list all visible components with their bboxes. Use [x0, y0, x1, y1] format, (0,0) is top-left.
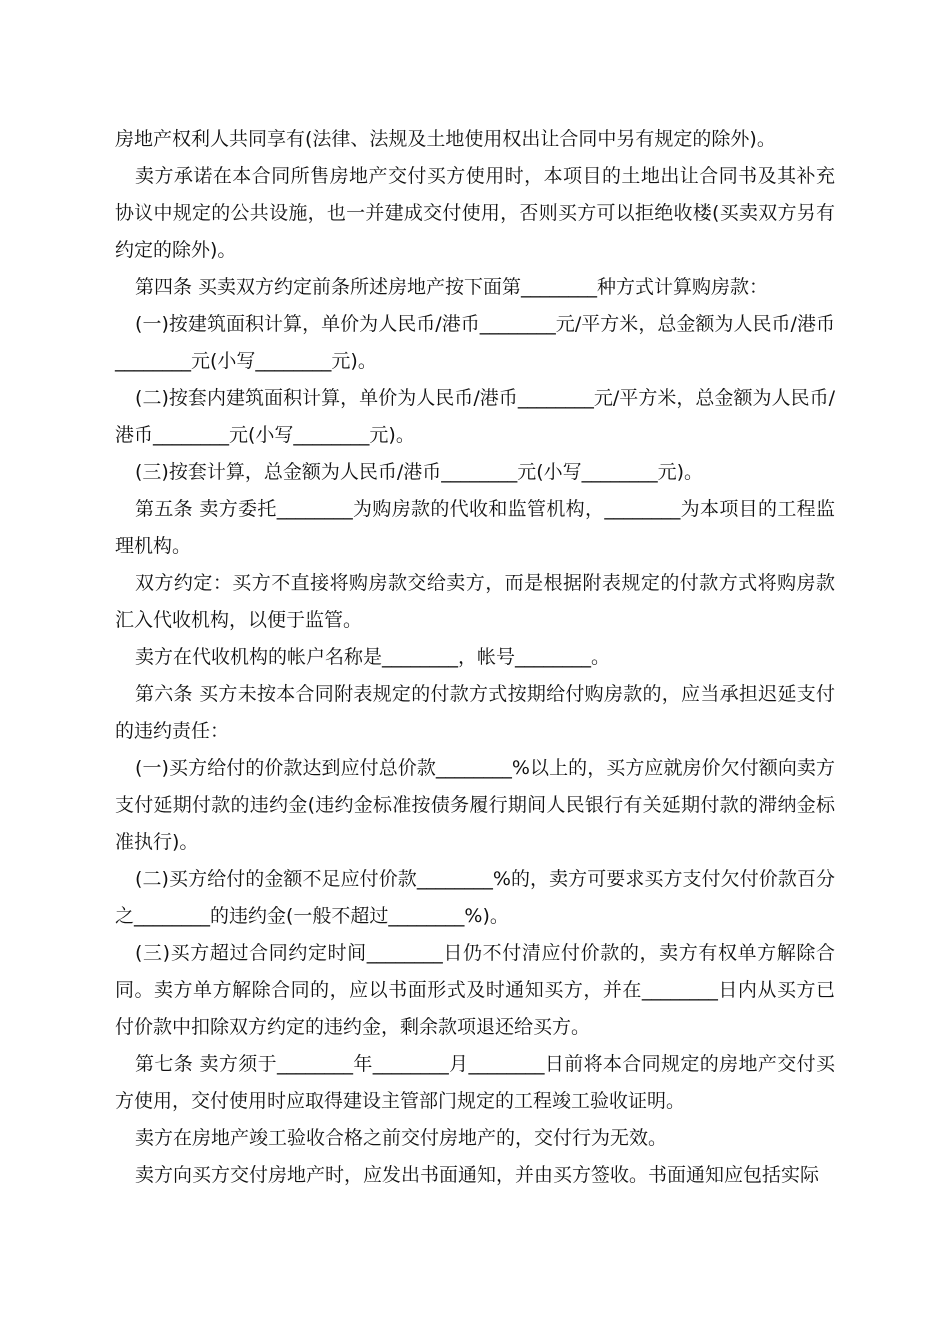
- paragraph-delivery-invalid: 卖方在房地产竣工验收合格之前交付房地产的，交付行为无效。: [135, 1127, 668, 1149]
- paragraph-article-6: 第六条 买方未按本合同附表规定的付款方式按期给付购房款的，应当承担迟延支付的违约责任：: [115, 683, 835, 742]
- paragraph-method-2-inner-area: (二)按套内建筑面积计算，单价为人民币/港币________元/平方米，总金额为人民币/港币________元(小写________元)。: [115, 387, 835, 446]
- paragraph-article-5: 第五条 卖方委托________为购房款的代收和监管机构，________为本项目的工程监理机构。: [115, 498, 835, 557]
- paragraph-account-info: 卖方在代收机构的帐户名称是________，帐号________。: [135, 646, 611, 668]
- paragraph-breach-3: (三)买方超过合同约定时间________日仍不付清应付价款的，卖方有权单方解除合同。卖方单方解除合同的，应以书面形式及时通知买方，并在________日内从买方已付价款中扣除双方约定的违约金，剩余款项退还给买方。: [115, 942, 835, 1038]
- paragraph-breach-1: (一)买方给付的价款达到应付总价款________%以上的，买方应就房价欠付额向卖方支付延期付款的违约金(违约金标准按债务履行期间人民银行有关延期付款的滞纳金标准执行)。: [115, 757, 835, 853]
- paragraph-payment-agreement: 双方约定：买方不直接将购房款交给卖方，而是根据附表规定的付款方式将购房款汇入代收机构，以便于监管。: [115, 572, 835, 631]
- contract-text-body: [115, 121, 835, 1194]
- paragraph-delivery-notice: 卖方向买方交付房地产时，应发出书面通知，并由买方签收。书面通知应包括实际: [135, 1164, 820, 1186]
- paragraph-article-7: 第七条 卖方须于________年________月________日前将本合同规定的房地产交付买方使用，交付使用时应取得建设主管部门规定的工程竣工验收证明。: [115, 1053, 835, 1112]
- paragraph-method-3-per-unit: (三)按套计算，总金额为人民币/港币________元(小写________元)。: [135, 461, 704, 483]
- paragraph-article-4: 第四条 买卖双方约定前条所述房地产按下面第________种方式计算购房款：: [135, 276, 769, 298]
- paragraph-breach-2: (二)买方给付的金额不足应付价款________%的，卖方可要求买方支付欠付价款百分之________的违约金(一般不超过________%)。: [115, 868, 835, 927]
- paragraph-method-1-building-area: (一)按建筑面积计算，单价为人民币/港币________元/平方米，总金额为人民币/港币________元(小写________元)。: [115, 313, 835, 372]
- paragraph-ownership-shared: 房地产权利人共同享有(法律、法规及土地使用权出让合同中另有规定的除外)。: [115, 128, 776, 150]
- paragraph-public-facilities-promise: 卖方承诺在本合同所售房地产交付买方使用时，本项目的土地出让合同书及其补充协议中规定的公共设施，也一并建成交付使用，否则买方可以拒绝收楼(买卖双方另有约定的除外)。: [115, 165, 835, 261]
